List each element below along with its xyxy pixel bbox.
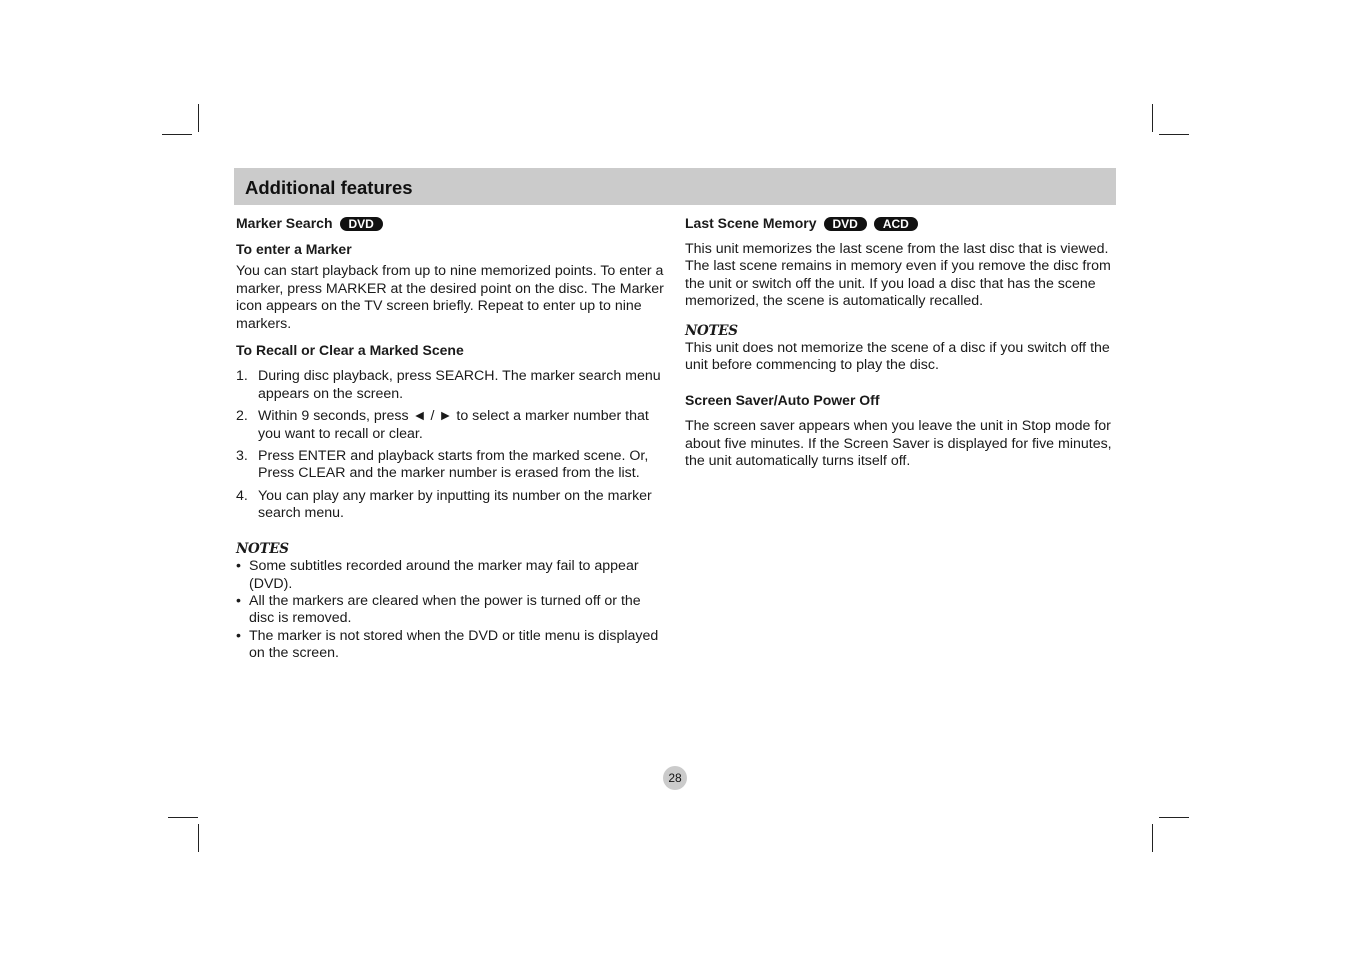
last-scene-heading (685, 214, 1117, 234)
crop-mark (198, 824, 199, 852)
crop-mark (1152, 824, 1153, 852)
list-item: 2. Within 9 seconds, press ◄ / ► to select a marker number that you want to recall or clear. (236, 408, 649, 442)
last-scene-text: This unit memorizes the last scene from the last disc that is viewed. The last scene remains in memory even if you remove the disc from the unit or switch off the unit. If you load a disc that has the scene memorized, the scene is automatically recalled. (685, 241, 1111, 310)
page-title: Additional features (245, 177, 413, 198)
crop-mark (1159, 817, 1189, 818)
crop-mark (198, 104, 199, 132)
right-column (685, 214, 1117, 470)
notes-heading: NOTES (685, 322, 738, 339)
list-item: • Some subtitles recorded around the marker may fail to appear (DVD). (236, 558, 639, 592)
left-column (236, 214, 668, 663)
crop-mark (162, 134, 192, 135)
list-item: 4. You can play any marker by inputting its number on the marker search menu. (236, 487, 652, 522)
list-item: • All the markers are cleared when the power is turned off or the disc is removed. (236, 592, 641, 627)
recall-clear-heading: To Recall or Clear a Marked Scene (236, 342, 464, 359)
notes-text: This unit does not memorize the scene of a disc if you switch off the unit before commencing to play the disc. (685, 340, 1110, 374)
notes-heading: NOTES (236, 540, 289, 557)
marker-search-heading (236, 214, 668, 234)
screen-saver-heading: Screen Saver/Auto Power Off (685, 391, 880, 408)
last-scene-title: Last Scene Memory (685, 215, 817, 232)
list-item: 3. Press ENTER and playback starts from the marked scene. Or, Press CLEAR and the marker number is erased from the list. (236, 448, 649, 482)
crop-mark (168, 817, 198, 818)
recall-steps-list (236, 368, 668, 522)
enter-marker-heading: To enter a Marker (236, 241, 352, 257)
acd-badge: ACD (874, 217, 918, 231)
screen-saver-text: The screen saver appears when you leave the unit in Stop mode for about five minutes. If the Screen Saver is displayed for five minutes, the unit automatically turns itself off. (685, 418, 1112, 470)
list-item: 1. During disc playback, press SEARCH. The marker search menu appears on the screen. (236, 368, 661, 402)
section-header (234, 168, 1116, 205)
page-number: 28 (663, 766, 687, 790)
crop-mark (1152, 104, 1153, 132)
dvd-badge: DVD (340, 217, 383, 231)
crop-mark (1159, 134, 1189, 135)
enter-marker-text: You can start playback from up to nine memorized points. To enter a marker, press MARKER at the desired point on the disc. The Marker icon appears on the TV screen briefly. Repeat to enter up to nine markers. (236, 263, 664, 332)
notes-list (236, 558, 668, 662)
dvd-badge: DVD (824, 217, 867, 231)
list-item: • The marker is not stored when the DVD or title menu is displayed on the screen. (236, 627, 659, 662)
marker-search-title: Marker Search (236, 215, 333, 232)
